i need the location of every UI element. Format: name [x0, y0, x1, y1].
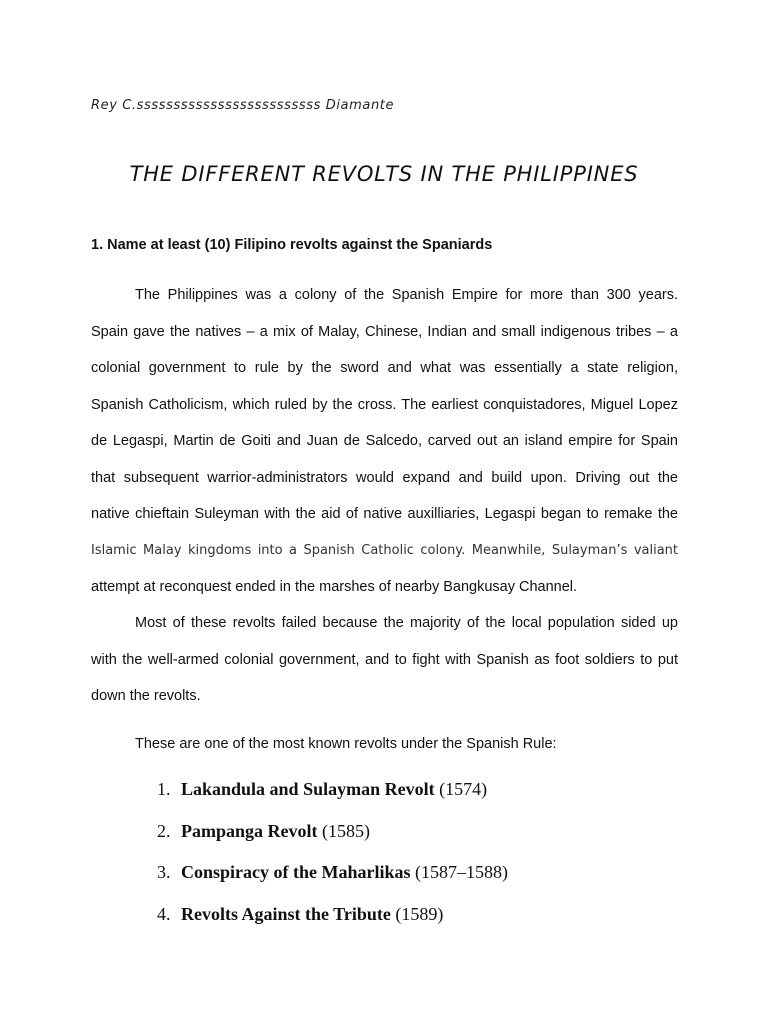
list-item [150, 900, 508, 942]
list-number: 4. [157, 903, 171, 924]
revolt-name: Revolts Against the Tribute [181, 903, 391, 924]
paragraph-line: that subsequent warrior-administrators would expand and build upon. Driving out the [91, 469, 678, 486]
revolt-name: Pampanga Revolt [181, 820, 318, 841]
document-title: THE DIFFERENT REVOLTS IN THE PHILIPPINES [129, 162, 639, 186]
revolt-year: (1574) [439, 779, 488, 799]
revolt-year: (1589) [395, 903, 444, 924]
list-number: 3. [157, 862, 171, 882]
paragraph-line: Spain gave the natives – a mix of Malay, Chinese, Indian and small indigenous tribes – a [91, 323, 678, 340]
list-item [150, 858, 508, 900]
question-heading: 1. Name at least (10) Filipino revolts against the Spaniards [91, 237, 493, 253]
intro-paragraph [91, 284, 678, 613]
list-intro-paragraph [91, 733, 678, 770]
revolts-list [150, 775, 508, 941]
paragraph-line: colonial government to rule by the sword and what was essentially a state religion, [91, 360, 678, 376]
paragraph-line: native chieftain Suleyman with the aid of native auxilliaries, Legaspi began to remake the [91, 506, 678, 522]
paragraph-line: These are one of the most known revolts under the Spanish Rule: [135, 736, 557, 752]
list-number: 2. [157, 820, 171, 841]
list-item [150, 817, 508, 859]
paragraph-line: Spanish Catholicism, which ruled by the cross. The earliest conquistadores, Miguel Lopez [91, 396, 678, 413]
paragraph-line: Islamic Malay kingdoms into a Spanish Catholic colony. Meanwhile, Sulayman’s valiant [91, 542, 678, 558]
paragraph-line: The Philippines was a colony of the Spanish Empire for more than 300 years. [135, 287, 678, 303]
author-name: Rey C.sssssssssssssssssssssssss Diamante [91, 98, 395, 113]
revolt-year: (1587–1588) [415, 862, 508, 882]
paragraph-line: down the revolts. [91, 688, 201, 704]
revolt-name: Lakandula and Sulayman Revolt [181, 779, 435, 799]
revolt-year: (1585) [322, 820, 370, 841]
paragraph-line: Most of these revolts failed because the majority of the local population sided up [135, 615, 678, 631]
revolt-name: Conspiracy of the Maharlikas [181, 862, 411, 882]
paragraph-line: attempt at reconquest ended in the marshes of nearby Bangkusay Channel. [91, 579, 578, 595]
paragraph-line: with the well-armed colonial government, and to fight with Spanish as foot soldiers to put [91, 651, 678, 668]
paragraph-line: de Legaspi, Martin de Goiti and Juan de Salcedo, carved out an island empire for Spain [91, 433, 678, 449]
revolts-failure-paragraph [91, 612, 678, 722]
list-item [150, 775, 508, 817]
list-number: 1. [157, 779, 171, 799]
